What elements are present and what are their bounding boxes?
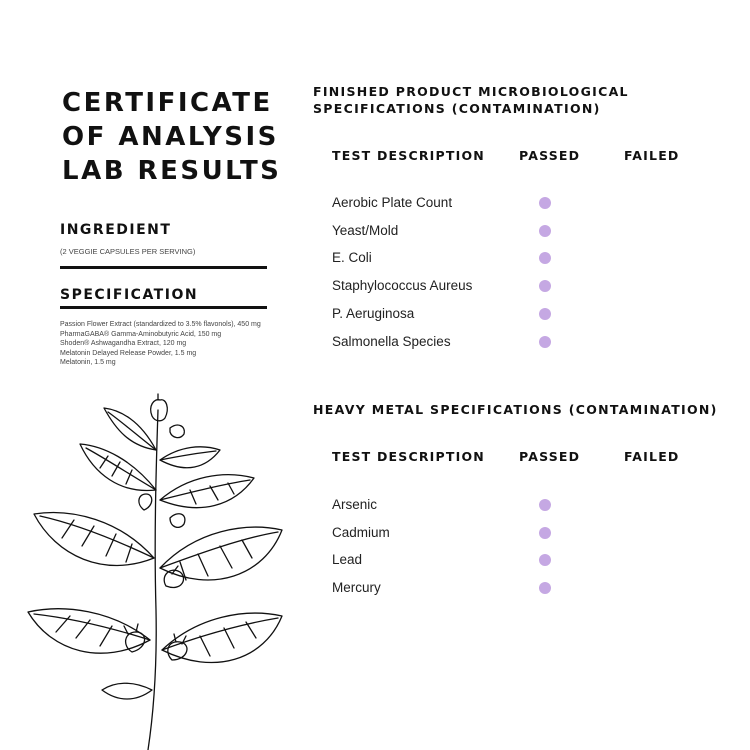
ashwagandha-plant-illustration <box>20 390 300 750</box>
passed-dot-icon <box>539 527 551 539</box>
specification-line: PharmaGABA® Gamma-Aminobutyric Acid, 150 mg <box>60 330 222 338</box>
passed-dot-icon <box>539 554 551 566</box>
specification-list <box>60 320 261 368</box>
test-name: Salmonella Species <box>332 333 451 349</box>
divider <box>60 306 267 309</box>
test-name: Yeast/Mold <box>332 222 399 238</box>
passed-dot-icon <box>539 336 551 348</box>
micro-title-line: FINISHED PRODUCT MICROBIOLOGICAL <box>313 84 629 99</box>
micro-title-line: SPECIFICATIONS (CONTAMINATION) <box>313 101 601 116</box>
passed-dot-icon <box>539 197 551 209</box>
title-line: LAB RESULTS <box>62 156 282 186</box>
passed-dot-icon <box>539 252 551 264</box>
specification-line: Shoden® Ashwagandha Extract, 120 mg <box>60 340 187 348</box>
specification-line: Melatonin Delayed Release Powder, 1.5 mg <box>60 349 197 357</box>
col-test-description: TEST DESCRIPTION <box>332 148 485 163</box>
col-passed: PASSED <box>519 449 581 464</box>
specification-heading: SPECIFICATION <box>60 287 199 303</box>
heavy-metal-section-title: HEAVY METAL SPECIFICATIONS (CONTAMINATION) <box>313 402 718 417</box>
passed-dot-icon <box>539 308 551 320</box>
title-line: CERTIFICATE <box>62 88 273 118</box>
passed-dot-icon <box>539 225 551 237</box>
specification-line: Melatonin, 1.5 mg <box>60 359 116 367</box>
title-line: OF ANALYSIS <box>62 122 279 152</box>
col-passed: PASSED <box>519 148 581 163</box>
passed-dot-icon <box>539 499 551 511</box>
passed-dot-icon <box>539 280 551 292</box>
ingredient-heading: INGREDIENT <box>60 222 172 238</box>
col-failed: FAILED <box>624 148 680 163</box>
micro-section-title <box>313 83 629 117</box>
test-name: P. Aeruginosa <box>332 305 415 321</box>
test-name: Cadmium <box>332 524 390 540</box>
test-name: Lead <box>332 552 363 568</box>
test-name: E. Coli <box>332 250 372 266</box>
col-test-description: TEST DESCRIPTION <box>332 449 485 464</box>
passed-dot-icon <box>539 582 551 594</box>
col-failed: FAILED <box>624 449 680 464</box>
test-name: Arsenic <box>332 497 378 512</box>
divider <box>60 266 267 269</box>
test-name: Mercury <box>332 580 381 596</box>
specification-line: Passion Flower Extract (standardized to 3.5% flavonols), 450 mg <box>60 321 261 328</box>
test-name: Aerobic Plate Count <box>332 195 453 210</box>
serving-note: (2 VEGGIE CAPSULES PER SERVING) <box>60 247 196 256</box>
certificate-title <box>62 86 282 188</box>
test-name: Staphylococcus Aureus <box>332 278 473 294</box>
